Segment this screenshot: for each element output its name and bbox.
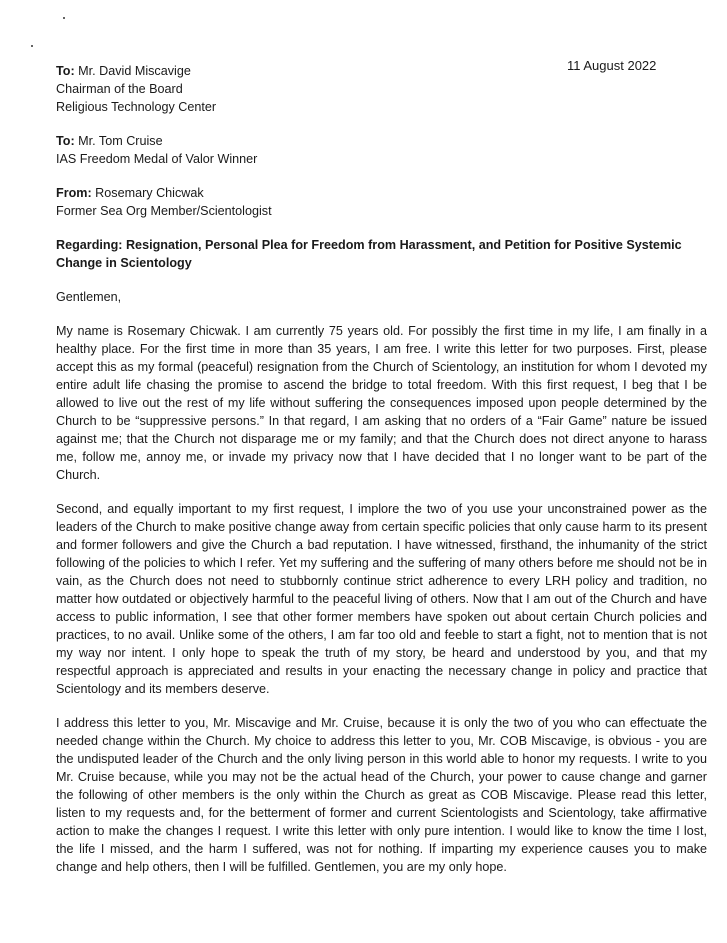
sender-name: Rosemary Chicwak [91,186,204,200]
recipient-block-1 [56,62,707,116]
to-label: To: [56,64,75,78]
letter-date: 11 August 2022 [567,58,657,73]
recipient-block-2 [56,132,707,168]
from-label: From: [56,186,92,200]
recipient-name: Mr. David Miscavige [74,64,191,78]
sender-title: Former Sea Org Member/Scientologist [56,204,272,218]
to-label: To: [56,134,75,148]
greeting: Gentlemen, [56,290,122,304]
recipient-title: Chairman of the Board [56,82,183,96]
paragraph: My name is Rosemary Chicwak. I am currently 75 years old. For possibly the first time in my life, I am finally in a healthy place. For the first time in more than 35 years, I am free. I write this letter for two purposes. First, please accept this as my formal (peaceful) resignation from the Church of Scientology, an institution for whom I devoted my entire adult life chasing the promise to ascend the bridge to total freedom. With this first request, I beg that I be allowed to live out the rest of my life without suffering the consequences imposed upon people determined by the Church to be “suppressive persons.” In that regard, I am asking that no orders of a “Fair Game” nature be issued against me; that the Church not disparage me or my family; and that the Church does not direct anyone to harass me, follow me, annoy me, or invade my privacy now that I have decided that I no longer want to be part of the Church. [56,324,707,482]
recipient-title: IAS Freedom Medal of Valor Winner [56,152,258,166]
sender-line [56,184,707,202]
recipient-name: Mr. Tom Cruise [74,134,163,148]
recipient-line [56,62,707,80]
subject-line: Regarding: Resignation, Personal Plea for Freedom from Harassment, and Petition for Positive Systemic Change in Scientology [56,238,682,270]
sender-block [56,184,707,220]
scan-speck [31,45,33,47]
paragraph: I address this letter to you, Mr. Miscavige and Mr. Cruise, because it is only the two of you who can effectuate the needed change within the Church. My choice to address this letter to you, Mr. COB Miscavige, is obvious - you are the undisputed leader of the Church and the only living person in this world able to honor my requests. I write to you Mr. Cruise because, while you may not be the actual head of the Church, your power to cause change and garner the following of other members is the only within the Church as great as COB Miscavige. Please read this letter, listen to my requests and, for the betterment of former and current Scientologists and Scientology, take affirmative action to make the changes I request. I write this letter with only pure intention. I would like to know the time I lost, the life I missed, and the harm I suffered, was not for nothing. If imparting my experience causes you to make change and help others, then I will be fulfilled. Gentlemen, you are my only hope. [56,716,707,874]
letter-body [56,62,707,892]
recipient-line [56,132,707,150]
paragraph: Second, and equally important to my first request, I implore the two of you use your unconstrained power as the leaders of the Church to make positive change away from certain specific policies that only cause harm to its present and former followers and give the Church a bad reputation. I have witnessed, firsthand, the inhumanity of the strict following of the policies to which I refer. Yet my suffering and the suffering of many others before me should not be in vain, as the Church does not need to stubbornly continue strict adherence to every LRH policy and tradition, no matter how outdated or objectively harmful to the peaceful living of others. Now that I am out of the Church and have access to public information, I see that other former members have spoken out about certain Church policies and practices, to no avail. Unlike some of the others, I am far too old and feeble to start a fight, not to mention that is not my way nor intent. I only hope to speak the truth of my story, be heard and understood by you, and that my respectful approach is appreciated and results in your enacting the necessary change in policy and practice that Scientology and its members deserve. [56,502,707,696]
recipient-organization: Religious Technology Center [56,100,217,114]
scan-speck [63,17,65,19]
